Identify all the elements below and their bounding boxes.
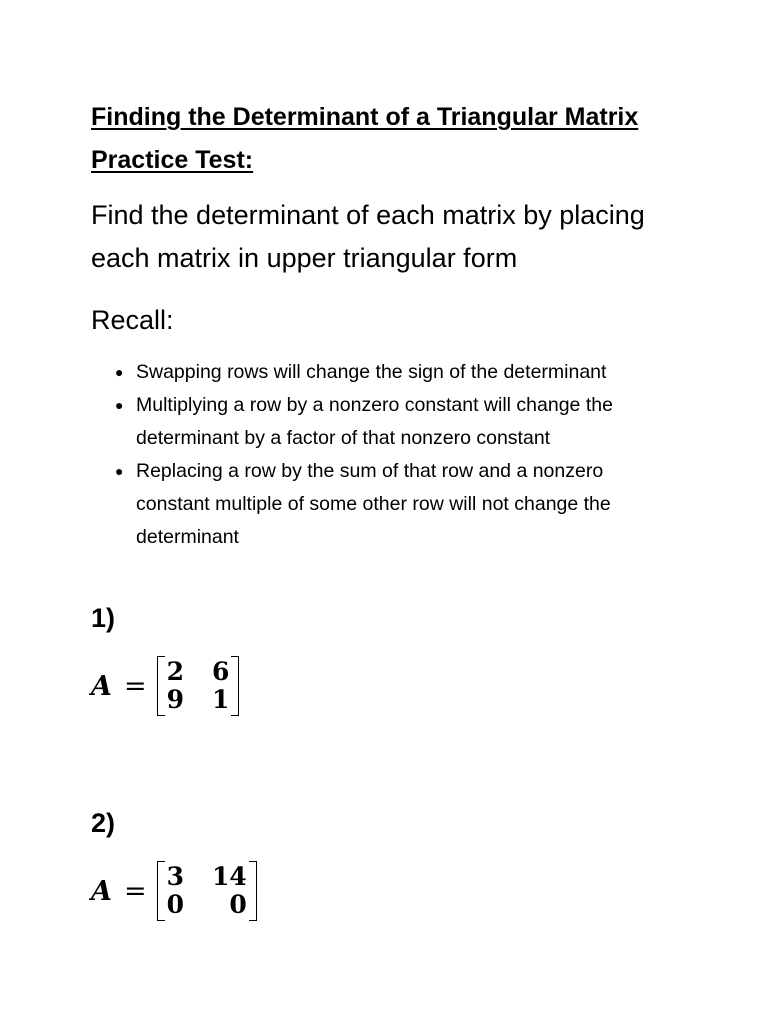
title-line-1: Finding the Determinant of a Triangular Matrix: [91, 103, 639, 131]
matrix-variable: A: [91, 875, 112, 907]
matrix: [157, 656, 240, 716]
matrix-cell: 3: [166, 862, 184, 891]
bullet-icon: ●: [115, 463, 124, 479]
matrix-cell: 0: [166, 890, 184, 919]
rules-list: [91, 356, 731, 554]
matrix: [157, 861, 257, 921]
problem-number: 1): [91, 603, 116, 633]
rule-text: Multiplying a row by a nonzero constant will change the: [136, 394, 613, 416]
page-title: [91, 96, 731, 182]
matrix-cell: 6: [211, 657, 230, 686]
matrix-equation: [91, 861, 257, 921]
rule-text: Swapping rows will change the sign of the determinant: [136, 361, 607, 383]
rule-text: constant multiple of some other row will not change the: [136, 493, 611, 515]
equals-sign: =: [123, 670, 147, 702]
rule-text: determinant: [136, 526, 239, 548]
matrix-cell: 14: [211, 862, 247, 891]
matrix-cell: 9: [166, 685, 184, 714]
title-line-2: Practice Test:: [91, 146, 254, 174]
matrix-cell: 2: [166, 657, 184, 686]
instructions: [91, 194, 731, 280]
bullet-icon: ●: [115, 397, 124, 413]
problem-2: [91, 805, 257, 921]
document-body: [91, 96, 731, 554]
equals-sign: =: [123, 875, 147, 907]
list-item: [91, 356, 731, 389]
matrix-cell: 0: [229, 890, 247, 919]
recall-heading: Recall:: [91, 305, 174, 335]
list-item: [91, 389, 731, 455]
matrix-variable: A: [91, 670, 112, 702]
matrix-cell: 1: [211, 685, 230, 714]
problem-1: [91, 600, 239, 716]
rule-text: Replacing a row by the sum of that row and a nonzero: [136, 460, 604, 482]
instructions-line-2: each matrix in upper triangular form: [91, 243, 518, 273]
rule-text: determinant by a factor of that nonzero constant: [136, 427, 551, 449]
matrix-equation: [91, 656, 239, 716]
list-item: [91, 455, 731, 554]
problem-number: 2): [91, 808, 116, 838]
instructions-line-1: Find the determinant of each matrix by placing: [91, 200, 645, 230]
bullet-icon: ●: [115, 364, 124, 380]
